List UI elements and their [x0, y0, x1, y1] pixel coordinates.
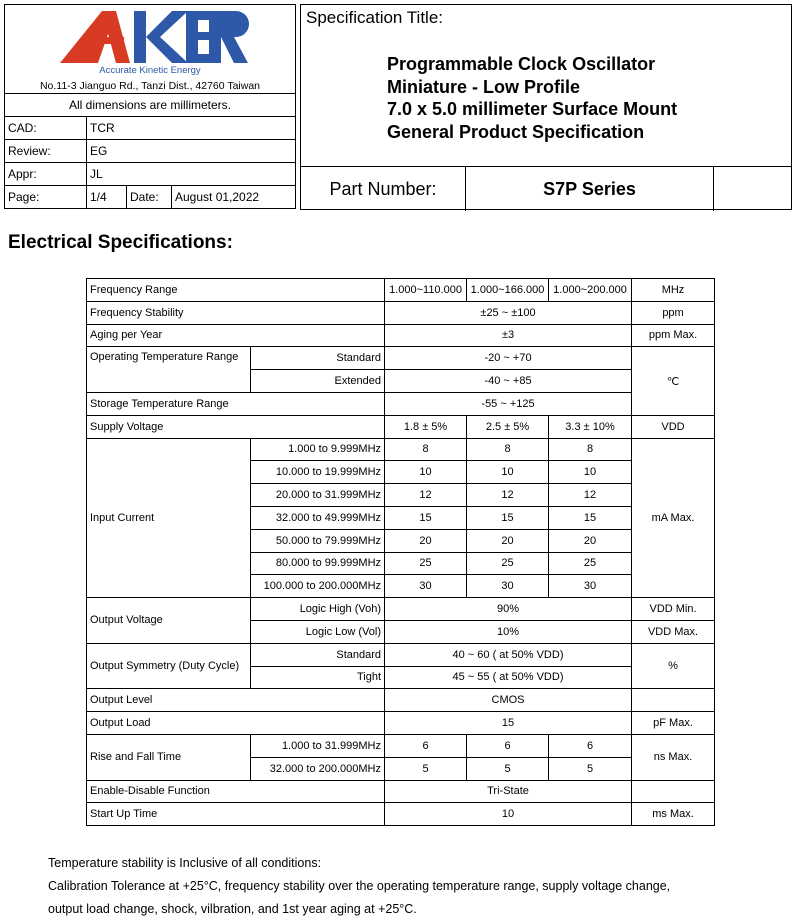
cell-value: 6	[467, 734, 549, 757]
header-info-table	[4, 4, 296, 209]
cell-value: 8	[549, 438, 632, 461]
param-label: Input Current	[87, 438, 251, 598]
cell-value: 20	[467, 529, 549, 552]
table-row	[87, 780, 715, 803]
cell-value: Tri-State	[385, 780, 632, 803]
table-row	[87, 438, 715, 461]
note-line: Calibration Tolerance at +25°C, frequency stability over the operating temperature range, supply voltage change,	[48, 879, 671, 893]
cell-value: 6	[385, 734, 467, 757]
table-row	[87, 324, 715, 347]
unit-cell: pF Max.	[632, 712, 715, 735]
company-address: No.11-3 Jianguo Rd., Tanzi Dist., 42760 Taiwan	[39, 80, 261, 92]
cell-value: 1.000~200.000	[549, 279, 632, 302]
date-value: August 01,2022	[172, 186, 296, 209]
cell-value: 3.3 ± 10%	[549, 415, 632, 438]
cell-value: -55 ~ +125	[385, 392, 632, 415]
cell-value: 2.5 ± 5%	[467, 415, 549, 438]
unit-cell: MHz	[632, 279, 715, 302]
page-label: Page:	[5, 186, 87, 209]
unit-cell: VDD	[632, 415, 715, 438]
cell-value: 1.8 ± 5%	[385, 415, 467, 438]
section-title: Electrical Specifications:	[8, 232, 233, 253]
cell-value: 20	[385, 529, 467, 552]
table-row	[87, 803, 715, 826]
cell-value: 5	[467, 757, 549, 780]
unit-cell: ns Max.	[632, 734, 715, 780]
sub-label: 1.000 to 31.999MHz	[251, 734, 385, 757]
sub-label: Logic High (Voh)	[251, 598, 385, 621]
cell-value: 10	[467, 461, 549, 484]
cell-value: 12	[385, 484, 467, 507]
part-number-value: S7P Series	[466, 167, 714, 211]
cell-value: 45 ~ 55 ( at 50% VDD)	[385, 666, 632, 689]
part-number-row	[301, 166, 791, 211]
param-label: Storage Temperature Range	[87, 392, 385, 415]
cell-value: 5	[385, 757, 467, 780]
sub-label: Extended	[251, 370, 385, 393]
sub-label: 10.000 to 19.999MHz	[251, 461, 385, 484]
note-line: output load change, shock, vilbration, and 1st year aging at +25°C.	[48, 902, 417, 916]
param-label: Rise and Fall Time	[87, 734, 251, 780]
spec-line: Programmable Clock Oscillator	[387, 54, 656, 74]
unit-cell	[632, 689, 715, 712]
cell-value: 6	[549, 734, 632, 757]
review-label: Review:	[5, 140, 87, 163]
param-label: Enable-Disable Function	[87, 780, 385, 803]
part-number-label: Part Number:	[301, 167, 466, 211]
cell-value: 30	[467, 575, 549, 598]
table-row	[87, 643, 715, 666]
appr-value: JL	[87, 163, 296, 186]
note-line: Temperature stability is Inclusive of all conditions:	[48, 856, 322, 870]
company-tagline: Accurate Kinetic Energy	[99, 65, 201, 76]
unit-cell: %	[632, 643, 715, 689]
sub-label: Standard	[251, 347, 385, 370]
param-label: Frequency Stability	[87, 301, 385, 324]
review-value: EG	[87, 140, 296, 163]
cell-value: 10	[549, 461, 632, 484]
cell-value: 10	[385, 803, 632, 826]
param-label: Frequency Range	[87, 279, 385, 302]
sub-label: 32.000 to 200.000MHz	[251, 757, 385, 780]
cell-value: 5	[549, 757, 632, 780]
cell-value: 30	[385, 575, 467, 598]
table-row	[87, 415, 715, 438]
sub-label: 50.000 to 79.999MHz	[251, 529, 385, 552]
unit-cell: ppm Max.	[632, 324, 715, 347]
cell-value: 40 ~ 60 ( at 50% VDD)	[385, 643, 632, 666]
cell-value: 12	[549, 484, 632, 507]
table-row	[87, 347, 715, 370]
cell-value: 15	[385, 712, 632, 735]
cell-value: 25	[467, 552, 549, 575]
notes	[48, 852, 670, 921]
cell-value: 25	[385, 552, 467, 575]
dimensions-note: All dimensions are millimeters.	[5, 94, 296, 117]
cell-value: 90%	[385, 598, 632, 621]
cell-value: 15	[467, 506, 549, 529]
table-row	[87, 279, 715, 302]
sub-label: 1.000 to 9.999MHz	[251, 438, 385, 461]
cell-value: 15	[385, 506, 467, 529]
aker-logo	[50, 7, 250, 65]
cell-value: 20	[549, 529, 632, 552]
sub-label: 80.000 to 99.999MHz	[251, 552, 385, 575]
cell-value: CMOS	[385, 689, 632, 712]
cell-value: -20 ~ +70	[385, 347, 632, 370]
spec-line: General Product Specification	[387, 121, 645, 142]
spec-line: 7.0 x 5.0 millimeter Surface Mount	[387, 99, 678, 119]
cell-value: 10	[385, 461, 467, 484]
date-label: Date:	[127, 186, 172, 209]
cell-value: 10%	[385, 620, 632, 643]
cell-value: 30	[549, 575, 632, 598]
table-row	[87, 301, 715, 324]
param-label: Output Level	[87, 689, 385, 712]
param-label: Aging per Year	[87, 324, 385, 347]
cell-value: -40 ~ +85	[385, 370, 632, 393]
appr-label: Appr:	[5, 163, 87, 186]
spec-title-box	[300, 4, 792, 210]
electrical-spec-table	[86, 278, 715, 826]
param-label: Output Voltage	[87, 598, 251, 644]
cell-value: 15	[549, 506, 632, 529]
unit-cell: mA Max.	[632, 438, 715, 598]
table-row	[87, 712, 715, 735]
cell-value: 25	[549, 552, 632, 575]
cell-value: 8	[385, 438, 467, 461]
cell-value: ±3	[385, 324, 632, 347]
cell-value: 1.000~166.000	[467, 279, 549, 302]
param-label: Supply Voltage	[87, 415, 385, 438]
cell-value: 12	[467, 484, 549, 507]
sub-label: 32.000 to 49.999MHz	[251, 506, 385, 529]
sub-label: Standard	[251, 643, 385, 666]
spec-title-lines	[387, 53, 677, 143]
page-value: 1/4	[87, 186, 127, 209]
table-row	[87, 689, 715, 712]
unit-cell: ms Max.	[632, 803, 715, 826]
spec-line: Miniature - Low Profile	[387, 76, 581, 97]
param-label: Operating Temperature Range	[87, 347, 251, 393]
sub-label: 20.000 to 31.999MHz	[251, 484, 385, 507]
param-label: Output Symmetry (Duty Cycle)	[87, 643, 251, 689]
cell-value: 1.000~110.000	[385, 279, 467, 302]
cell-value: 8	[467, 438, 549, 461]
cad-label: CAD:	[5, 117, 87, 140]
unit-cell: ppm	[632, 301, 715, 324]
cell-value: ±25 ~ ±100	[385, 301, 632, 324]
sub-label: Tight	[251, 666, 385, 689]
unit-cell: VDD Min.	[632, 598, 715, 621]
logo-area	[5, 5, 296, 94]
unit-cell: VDD Max.	[632, 620, 715, 643]
unit-cell	[632, 780, 715, 803]
spec-title-label: Specification Title:	[306, 8, 444, 27]
sub-label: 100.000 to 200.000MHz	[251, 575, 385, 598]
sub-label: Logic Low (Vol)	[251, 620, 385, 643]
table-row	[87, 598, 715, 621]
param-label: Output Load	[87, 712, 385, 735]
cad-value: TCR	[87, 117, 296, 140]
param-label: Start Up Time	[87, 803, 385, 826]
unit-cell: ℃	[632, 347, 715, 415]
table-row	[87, 392, 715, 415]
table-row	[87, 734, 715, 757]
